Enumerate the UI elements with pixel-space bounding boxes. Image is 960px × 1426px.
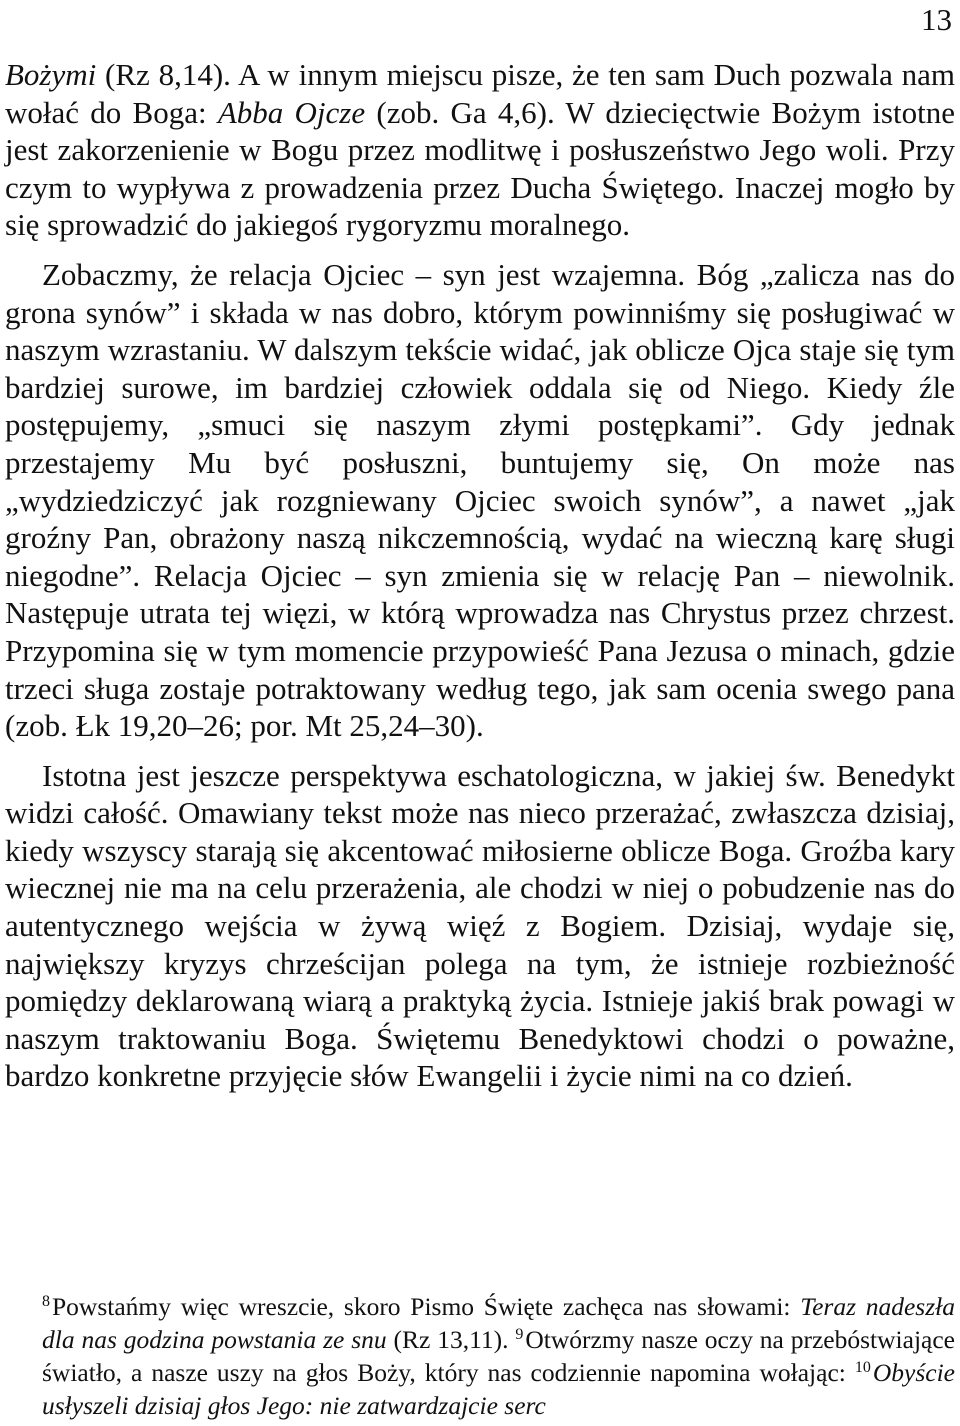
paragraph-span: (zob. Ga 4,6). W dziecięctwie Bożym istotne jest zakorzenienie w Bogu przez modlitwę i posłuszeństwo Jego woli. Przy czym to wypływa z prowadzenia przez Ducha Świętego. Inaczej mogło by się sprowadzić do jakiegoś rygoryzmu moralnego. <box>5 94 955 243</box>
paragraph-span: Istotna jest jeszcze perspektywa eschatologiczna, w jakiej św. Benedykt widzi całość. Omawiany tekst może nas nieco przerażać, zwłaszcza dzisiaj, kiedy wszyscy starają się akcentować miłosierne oblicze Boga. Groźba kary wiecznej nie ma na celu przerażenia, ale chodzi w niej o pobudzenie nas do autentycznego wejścia w żywą więź z Bogiem. Dzisiaj, wydaje się, największy kryzys chrześcijan polega na tym, że istnieje rozbieżność pomiędzy deklarowaną wiarą a praktyką życia. Istnieje jakiś brak powagi w naszym traktowaniu Boga. Świętemu Benedyktowi chodzi o poważne, bardzo konkretne przyjęcie słów Ewangelii i życie nimi na co dzień. <box>5 757 955 1094</box>
footnote-span: Otwórzmy nasze oczy na przebóstwiające światło, a nasze uszy na głos Boży, który nas codziennie napomina wołając: <box>42 1325 955 1387</box>
footnote-italic-span: Obyście usłyszeli dzisiaj głos Jego: nie zatwardzajcie serc <box>42 1358 955 1420</box>
page-number: 13 <box>921 2 952 37</box>
paragraph-italic-span: Abba Ojcze <box>217 94 366 130</box>
footnote-marker: 9 <box>515 1326 524 1343</box>
paragraph <box>5 256 955 745</box>
paragraph-span: Zobaczmy, że relacja Ojciec – syn jest wzajemna. Bóg „zalicza nas do grona synów” i składa w nas dobro, którym powinniśmy się posługiwać w naszym wzrastaniu. W dalszym tekście widać, jak oblicze Ojca staje się tym bardziej surowe, im bardziej człowiek oddala się od Niego. Kiedy źle postępujemy, „smuci się naszym złymi postępkami”. Gdy jednak przestajemy Mu być posłuszni, buntujemy się, On może nas „wydziedziczyć jak rozgniewany Ojciec swoich synów”, a nawet „jak groźny Pan, obrażony naszą nikczemnością, wydać na wieczną karę sługi niegodne”. Relacja Ojciec – syn zmienia się w relację Pan – niewolnik. Następuje utrata tej więzi, w którą wprowadza nas Chrystus przez chrzest. Przypomina się w tym momencie przypowieść Pana Jezusa o minach, gdzie trzeci sługa zostaje potraktowany według tego, jak sam ocenia swego pana (zob. Łk 19,20–26; por. Mt 25,24–30). <box>5 256 955 744</box>
paragraph <box>5 56 955 244</box>
footnote-span: Powstańmy więc wreszcie, skoro Pismo Święte zachęca nas słowami: <box>52 1292 801 1321</box>
paragraph-span: (Rz 8,14). A w innym miejscu pisze, że ten sam Duch pozwala nam wołać do Boga: <box>5 57 955 130</box>
footnote-span: (Rz 13,11). <box>386 1325 516 1354</box>
footnote-text <box>42 1290 955 1422</box>
footnotes <box>42 1290 955 1422</box>
paragraph <box>5 757 955 1095</box>
footnote-marker: 8 <box>42 1293 50 1310</box>
paragraph-italic-span: Bożymi <box>5 57 97 92</box>
body-text <box>5 56 955 1095</box>
footnote-italic-span: Teraz nadeszła dla nas godzina powstania ze snu <box>42 1292 955 1354</box>
footnote-marker: 10 <box>854 1359 871 1376</box>
